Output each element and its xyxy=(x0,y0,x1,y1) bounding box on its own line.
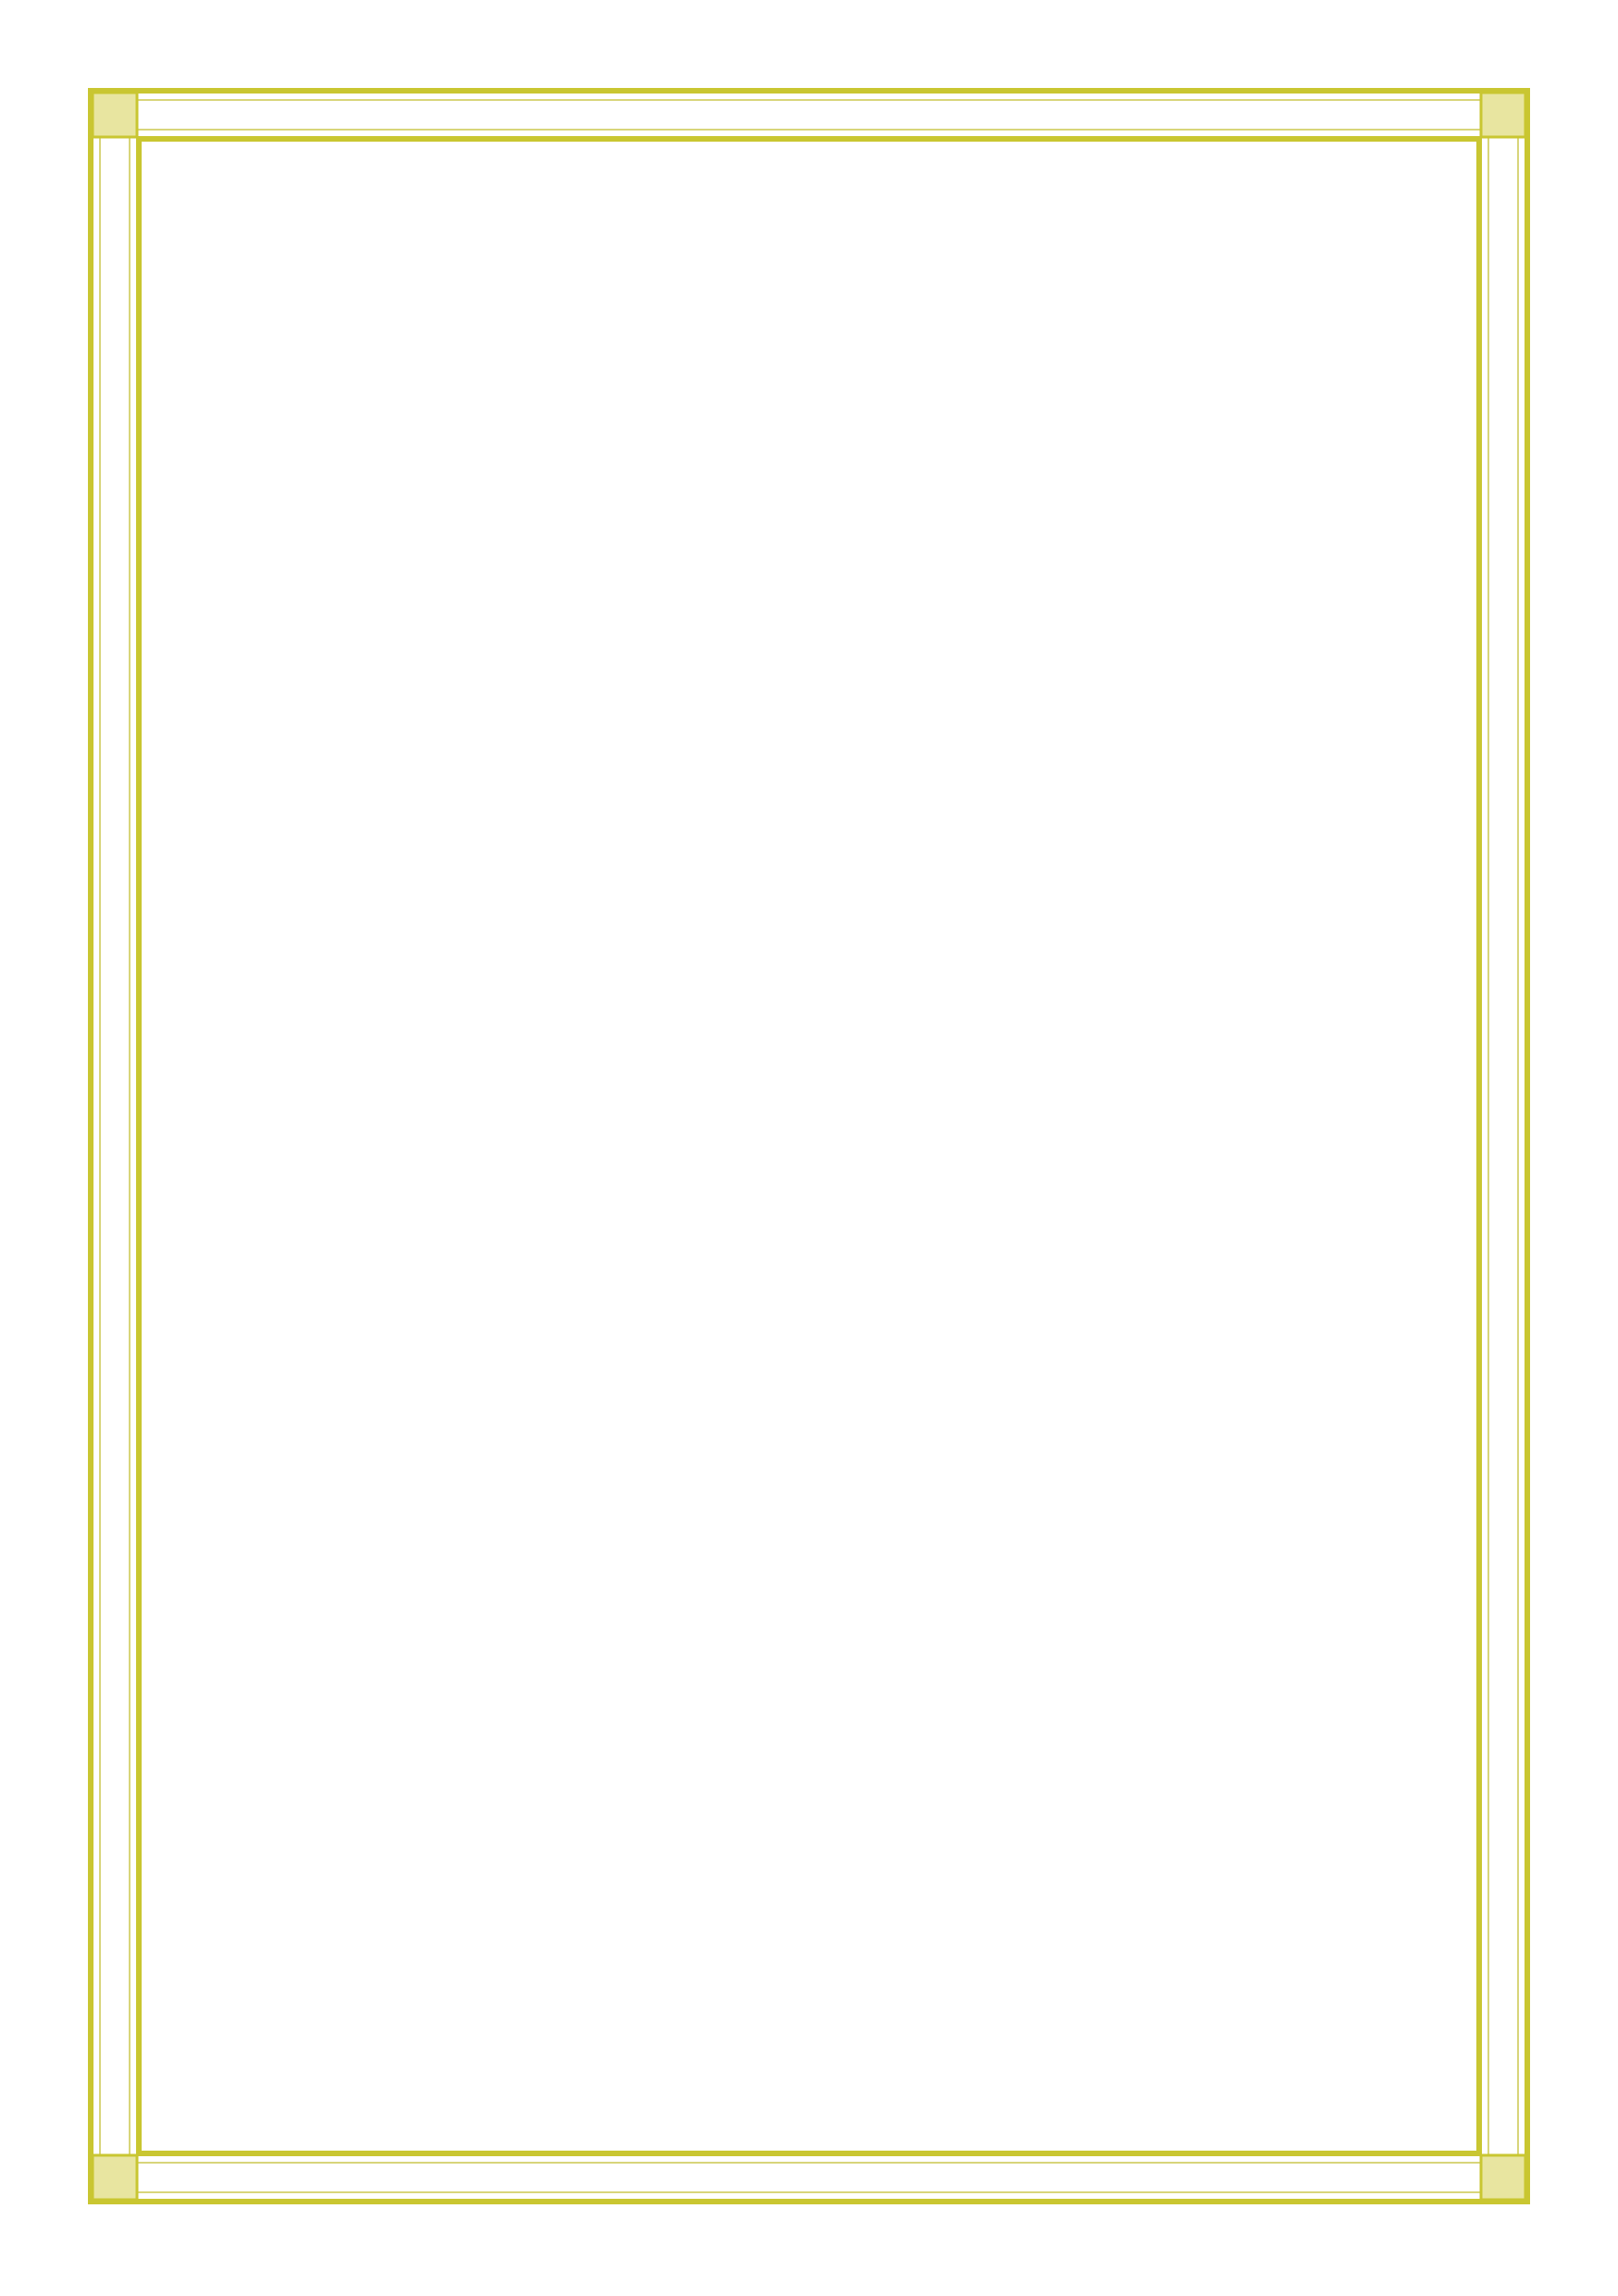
corner-top-right xyxy=(1481,93,1525,137)
page-text xyxy=(153,156,1465,2118)
corner-bottom-right xyxy=(1481,2155,1525,2200)
corner-top-left xyxy=(93,93,137,137)
corner-bottom-left xyxy=(93,2155,137,2200)
